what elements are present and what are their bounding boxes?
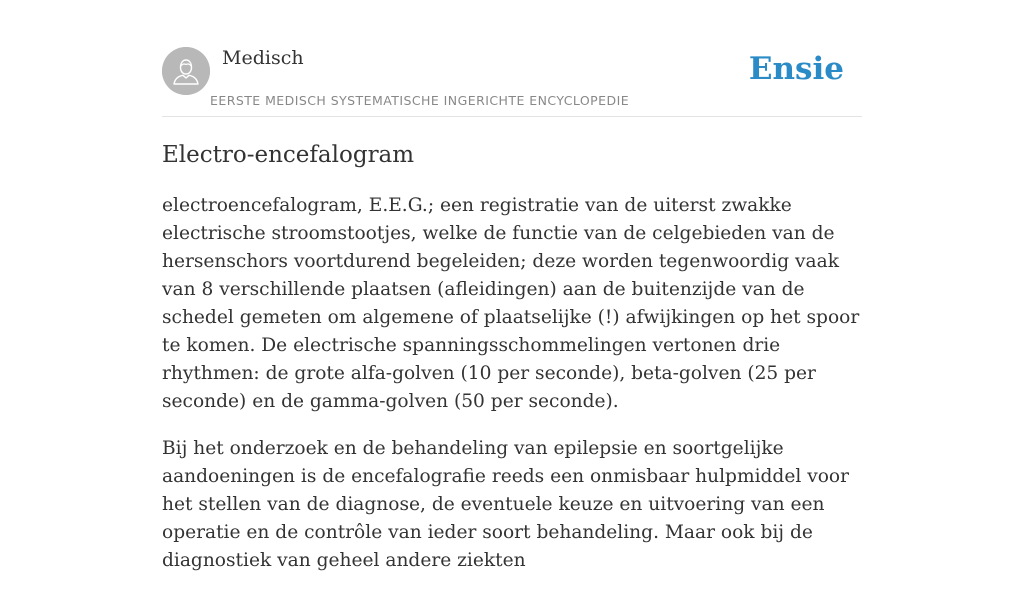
avatar[interactable]: [162, 47, 210, 95]
ensie-logo[interactable]: Ensie: [748, 51, 844, 87]
user-icon: [162, 47, 210, 95]
header: [162, 0, 862, 117]
article-paragraph: electroencefalogram, E.E.G.; een registratie van de uiterst zwakke electrische stroomstootjes, welke de functie van de celgebieden van de hersenschors voortdurend begeleiden; deze worden tegenwoordig vaak van 8 verschillende plaatsen (afleidingen) aan de buitenzijde van de schedel gemeten om algemene of plaatselijke (!) afwijkingen op het spoor te komen. De electrische spanningsschommelingen vertonen drie rhythmen: de grote alfa-golven (10 per seconde), beta-golven (25 per seconde) en de gamma-golven (50 per seconde).: [162, 195, 860, 412]
article-paragraph: Bij het onderzoek en de behandeling van epilepsie en soortgelijke aandoeningen is de encefalografie reeds een onmisbaar hulpmiddel voor het stellen van de diagnose, de eventuele keuze en uitvoering van een operatie en de contrôle van ieder soort behandeling. Maar ook bij de diagnostiek van geheel andere ziekten: [162, 438, 849, 571]
page-title: Electro-encefalogram: [162, 142, 415, 168]
page-container: [162, 0, 862, 571]
category-name[interactable]: Medisch: [222, 47, 304, 69]
category-subtitle: EERSTE MEDISCH SYSTEMATISCHE INGERICHTE ENCYCLOPEDIE: [210, 93, 630, 108]
article-body: [162, 192, 862, 594]
